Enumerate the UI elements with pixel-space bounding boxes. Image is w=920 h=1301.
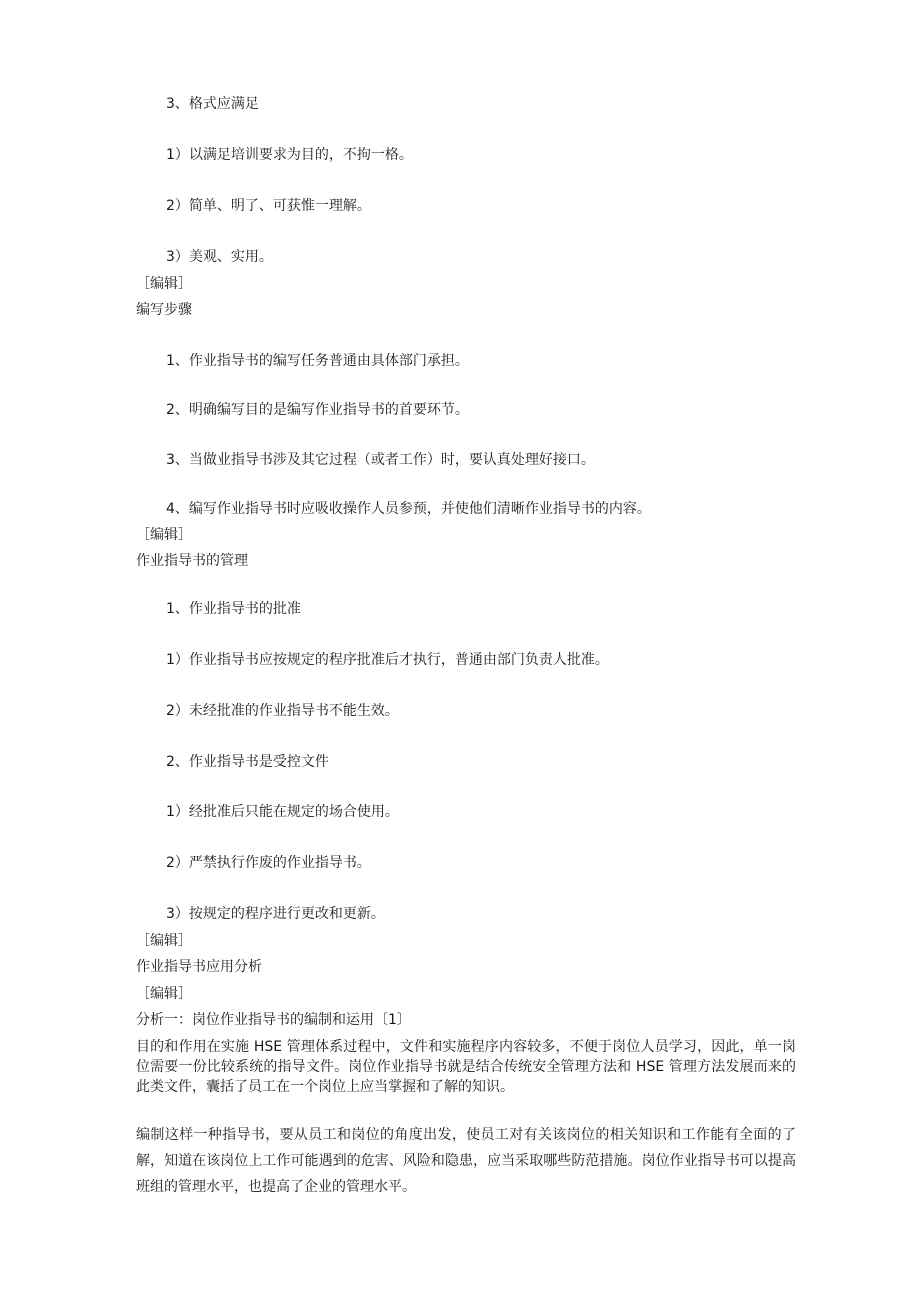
edit-link[interactable]: ［编辑］ [136, 276, 192, 292]
step-item: 4、编写作业指导书时应吸收操作人员参预，并使他们清晰作业指导书的内容。 [166, 501, 651, 517]
edit-link[interactable]: ［编辑］ [136, 986, 192, 1002]
step-item: 1、作业指导书的编写任务普通由具体部门承担。 [166, 353, 469, 369]
section-heading-analysis: 作业指导书应用分析 [136, 959, 262, 975]
management-item: 1、作业指导书的批准 [166, 601, 301, 617]
format-item: 1）以满足培训要求为目的，不拘一格。 [166, 147, 413, 163]
step-item: 3、当做业指导书涉及其它过程（或者工作）时，要认真处理好接口。 [166, 452, 595, 468]
section-heading-management: 作业指导书的管理 [136, 553, 248, 569]
management-item: 3）按规定的程序进行更改和更新。 [166, 906, 385, 922]
format-item: 3）美观、实用。 [166, 249, 273, 265]
step-item: 2、明确编写目的是编写作业指导书的首要环节。 [166, 402, 469, 418]
management-item: 2）严禁执行作废的作业指导书。 [166, 855, 371, 871]
edit-link[interactable]: ［编辑］ [136, 527, 192, 543]
section-heading-steps: 编写步骤 [136, 302, 192, 318]
management-item: 1）作业指导书应按规定的程序批准后才执行，普通由部门负责人批准。 [166, 652, 609, 668]
management-item: 2）未经批准的作业指导书不能生效。 [166, 703, 399, 719]
analysis-paragraph-1: 目的和作用在实施 HSE 管理体系过程中，文件和实施程序内容较多，不便于岗位人员学习，因此，单一岗位需要一份比较系统的指导文件。岗位作业指导书就是结合传统安全管理方法和 HSE 管理方法发展而来的此类文件，囊括了员工在一个岗位上应当掌握和了解的知识。 [136, 1039, 796, 1095]
analysis-paragraph-2: 编制这样一种指导书，要从员工和岗位的角度出发，使员工对有关该岗位的相关知识和工作能有全面的了解，知道在该岗位上工作可能遇到的危害、风险和隐患，应当采取哪些防范措施。岗位作业指导书可以提高班组的管理水平，也提高了企业的管理水平。 [136, 1127, 796, 1195]
management-item: 1）经批准后只能在规定的场合使用。 [166, 804, 399, 820]
format-item: 2）简单、明了、可获惟一理解。 [166, 198, 371, 214]
management-item: 2、作业指导书是受控文件 [166, 754, 329, 770]
edit-link[interactable]: ［编辑］ [136, 933, 192, 949]
analysis-subheading: 分析一：岗位作业指导书的编制和运用〔1〕 [136, 1012, 411, 1028]
format-title: 3、格式应满足 [166, 96, 259, 112]
